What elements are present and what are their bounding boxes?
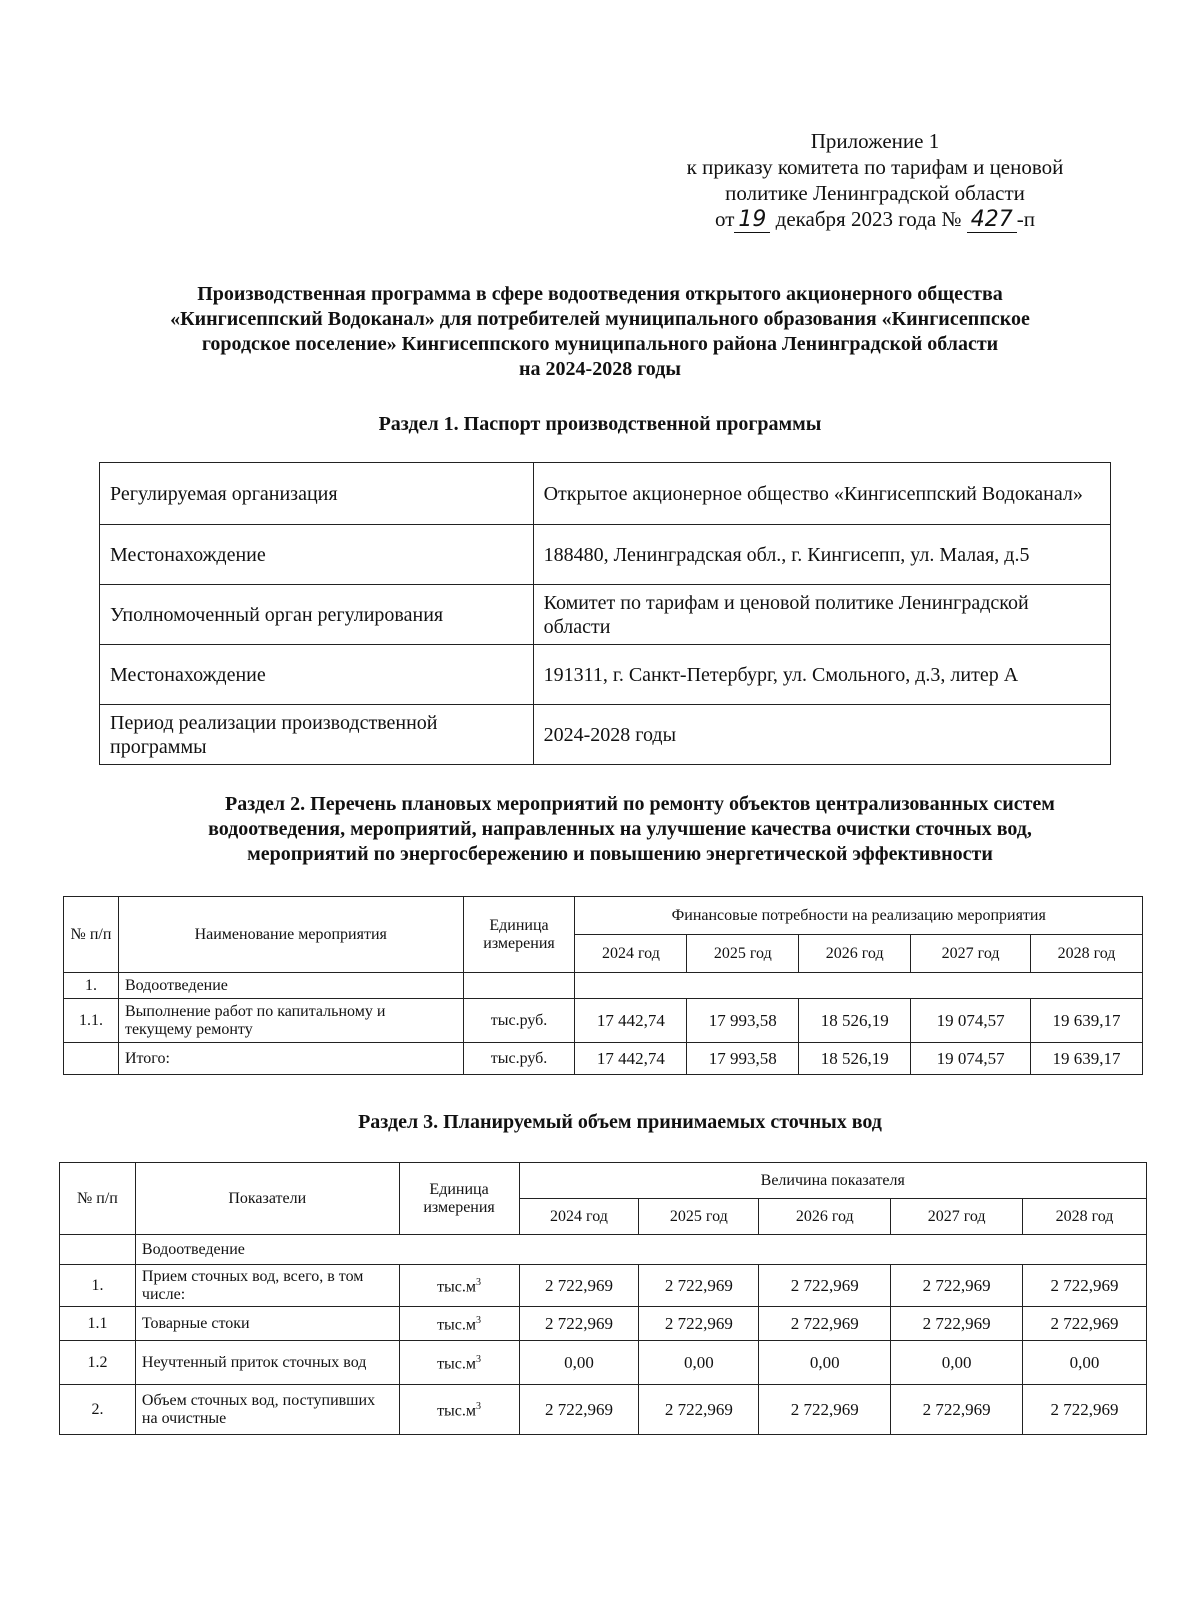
header-unit: Единица измерения bbox=[399, 1163, 519, 1235]
header-num: № п/п bbox=[64, 897, 119, 973]
row-value: 17 993,58 bbox=[687, 999, 799, 1043]
passport-row bbox=[100, 525, 1111, 585]
row-num: 1. bbox=[64, 973, 119, 999]
row-name: Неучтенный приток сточных вод bbox=[135, 1341, 399, 1385]
header-unit: Единица измерения bbox=[463, 897, 575, 973]
row-num: 1.2 bbox=[60, 1341, 136, 1385]
unit-sup: 3 bbox=[476, 1277, 482, 1289]
row-name: Водоотведение bbox=[118, 973, 463, 999]
row-value: 19 074,57 bbox=[911, 999, 1031, 1043]
row-unit: тыс.руб. bbox=[463, 999, 575, 1043]
unit-sup: 3 bbox=[476, 1354, 482, 1366]
table-row bbox=[60, 1341, 1147, 1385]
handwritten-day: 19 bbox=[734, 207, 770, 233]
row-value: 2 722,969 bbox=[891, 1385, 1023, 1435]
total-row bbox=[64, 1043, 1143, 1075]
header-year: 2027 год bbox=[891, 1199, 1023, 1235]
unit-base: тыс.м bbox=[437, 1402, 477, 1420]
row-value: 0,00 bbox=[1023, 1341, 1147, 1385]
passport-value: Комитет по тарифам и ценовой политике Ленинградской области bbox=[533, 585, 1110, 645]
row-value: 2 722,969 bbox=[519, 1265, 639, 1307]
row-value: 2 722,969 bbox=[639, 1307, 759, 1341]
unit-base: тыс.м bbox=[437, 1316, 477, 1334]
table-row bbox=[60, 1265, 1147, 1307]
table-row bbox=[64, 973, 1143, 999]
row-name: Товарные стоки bbox=[135, 1307, 399, 1341]
row-empty bbox=[575, 973, 1143, 999]
row-name: Итого: bbox=[118, 1043, 463, 1075]
header-year: 2025 год bbox=[639, 1199, 759, 1235]
header-year: 2026 год bbox=[759, 1199, 891, 1235]
passport-label: Местонахождение bbox=[100, 645, 534, 705]
row-num-empty bbox=[60, 1235, 136, 1265]
row-value: 19 639,17 bbox=[1031, 1043, 1143, 1075]
header-year: 2024 год bbox=[575, 935, 687, 973]
unit-sup: 3 bbox=[476, 1401, 482, 1413]
appendix-header bbox=[640, 128, 1110, 233]
row-value: 2 722,969 bbox=[1023, 1385, 1147, 1435]
row-value: 2 722,969 bbox=[1023, 1265, 1147, 1307]
row-value: 18 526,19 bbox=[799, 1043, 911, 1075]
section2-title-line-2: водоотведения, мероприятий, направленных на улучшение качества очистки сточных вод, bbox=[208, 818, 1032, 840]
row-value: 17 442,74 bbox=[575, 999, 687, 1043]
header-year: 2025 год bbox=[687, 935, 799, 973]
passport-value: Открытое акционерное общество «Кингисеппский Водоканал» bbox=[533, 463, 1110, 525]
row-value: 19 639,17 bbox=[1031, 999, 1143, 1043]
header-name: Показатели bbox=[135, 1163, 399, 1235]
title-line-1: Производственная программа в сфере водоотведения открытого акционерного общества bbox=[197, 283, 1003, 305]
header-name: Наименование мероприятия bbox=[118, 897, 463, 973]
section1-title: Раздел 1. Паспорт производственной программы bbox=[378, 413, 822, 435]
table-row bbox=[60, 1307, 1147, 1341]
passport-label: Регулируемая организация bbox=[100, 463, 534, 525]
row-value: 17 442,74 bbox=[575, 1043, 687, 1075]
header-year: 2027 год bbox=[911, 935, 1031, 973]
appendix-date-line bbox=[640, 206, 1110, 233]
row-unit: тыс.руб. bbox=[463, 1043, 575, 1075]
unit-base: тыс.м bbox=[437, 1355, 477, 1373]
title-line-3: городское поселение» Кингисеппского муниципального района Ленинградской области bbox=[201, 333, 999, 355]
row-num: 1. bbox=[60, 1265, 136, 1307]
row-value: 2 722,969 bbox=[519, 1385, 639, 1435]
appendix-line-2: к приказу комитета по тарифам и ценовой bbox=[686, 155, 1064, 179]
passport-row bbox=[100, 645, 1111, 705]
row-unit bbox=[463, 973, 575, 999]
passport-label: Местонахождение bbox=[100, 525, 534, 585]
row-value: 0,00 bbox=[759, 1341, 891, 1385]
row-num: 1.1. bbox=[64, 999, 119, 1043]
header-year: 2028 год bbox=[1023, 1199, 1147, 1235]
row-value: 0,00 bbox=[519, 1341, 639, 1385]
appendix-line-1: Приложение 1 bbox=[810, 129, 940, 153]
header-year: 2028 год bbox=[1031, 935, 1143, 973]
section-label: Водоотведение bbox=[135, 1235, 1146, 1265]
passport-row bbox=[100, 585, 1111, 645]
header-year: 2024 год bbox=[519, 1199, 639, 1235]
row-value: 19 074,57 bbox=[911, 1043, 1031, 1075]
passport-row bbox=[100, 463, 1111, 525]
row-unit bbox=[399, 1307, 519, 1341]
header-num: № п/п bbox=[60, 1163, 136, 1235]
row-num: 1.1 bbox=[60, 1307, 136, 1341]
document-title bbox=[80, 282, 1120, 382]
row-unit bbox=[399, 1265, 519, 1307]
row-value: 2 722,969 bbox=[519, 1307, 639, 1341]
row-name: Прием сточных вод, всего, в том числе: bbox=[135, 1265, 399, 1307]
row-num bbox=[64, 1043, 119, 1075]
appendix-line-3: политике Ленинградской области bbox=[725, 181, 1025, 205]
section2-title-line-1: Раздел 2. Перечень плановых мероприятий по ремонту объектов централизованных систем bbox=[225, 793, 1055, 815]
unit-sup: 3 bbox=[476, 1315, 482, 1327]
header-row bbox=[60, 1163, 1147, 1199]
row-value: 0,00 bbox=[891, 1341, 1023, 1385]
passport-value: 188480, Ленинградская обл., г. Кингисепп, ул. Малая, д.5 bbox=[533, 525, 1110, 585]
passport-label: Уполномоченный орган регулирования bbox=[100, 585, 534, 645]
header-group: Финансовые потребности на реализацию мероприятия bbox=[575, 897, 1143, 935]
measures-table bbox=[63, 896, 1143, 1075]
passport-row bbox=[100, 705, 1111, 765]
unit-base: тыс.м bbox=[437, 1278, 477, 1296]
volume-table bbox=[59, 1162, 1147, 1435]
passport-value: 191311, г. Санкт-Петербург, ул. Смольного, д.3, литер А bbox=[533, 645, 1110, 705]
row-unit bbox=[399, 1341, 519, 1385]
row-num: 2. bbox=[60, 1385, 136, 1435]
title-line-4: на 2024-2028 годы bbox=[519, 358, 681, 380]
row-value: 18 526,19 bbox=[799, 999, 911, 1043]
section-label-row bbox=[60, 1235, 1147, 1265]
row-value: 2 722,969 bbox=[891, 1307, 1023, 1341]
row-value: 17 993,58 bbox=[687, 1043, 799, 1075]
row-unit bbox=[399, 1385, 519, 1435]
section2-title-line-3: мероприятий по энергосбережению и повышению энергетической эффективности bbox=[247, 843, 993, 865]
number-suffix: -п bbox=[1016, 207, 1035, 231]
header-row bbox=[64, 897, 1143, 935]
passport-table bbox=[99, 462, 1111, 765]
handwritten-number: 427 bbox=[967, 207, 1017, 233]
row-value: 2 722,969 bbox=[759, 1307, 891, 1341]
row-value: 2 722,969 bbox=[1023, 1307, 1147, 1341]
title-line-2: «Кингисеппский Водоканал» для потребителей муниципального образования «Кингисеппское bbox=[170, 308, 1030, 330]
section3-title: Раздел 3. Планируемый объем принимаемых сточных вод bbox=[358, 1111, 882, 1133]
header-year: 2026 год bbox=[799, 935, 911, 973]
date-prefix: от bbox=[715, 207, 735, 231]
row-name: Объем сточных вод, поступивших на очистные bbox=[135, 1385, 399, 1435]
passport-label: Период реализации производственной программы bbox=[100, 705, 534, 765]
table-row bbox=[60, 1385, 1147, 1435]
date-mid: декабря 2023 года № bbox=[775, 207, 962, 231]
passport-value: 2024-2028 годы bbox=[533, 705, 1110, 765]
table-row bbox=[64, 999, 1143, 1043]
row-value: 2 722,969 bbox=[759, 1265, 891, 1307]
row-value: 2 722,969 bbox=[639, 1385, 759, 1435]
section2-title bbox=[80, 792, 1160, 867]
header-group: Величина показателя bbox=[519, 1163, 1146, 1199]
row-value: 2 722,969 bbox=[639, 1265, 759, 1307]
row-value: 2 722,969 bbox=[891, 1265, 1023, 1307]
row-value: 0,00 bbox=[639, 1341, 759, 1385]
row-name: Выполнение работ по капитальному и текущему ремонту bbox=[118, 999, 463, 1043]
row-value: 2 722,969 bbox=[759, 1385, 891, 1435]
